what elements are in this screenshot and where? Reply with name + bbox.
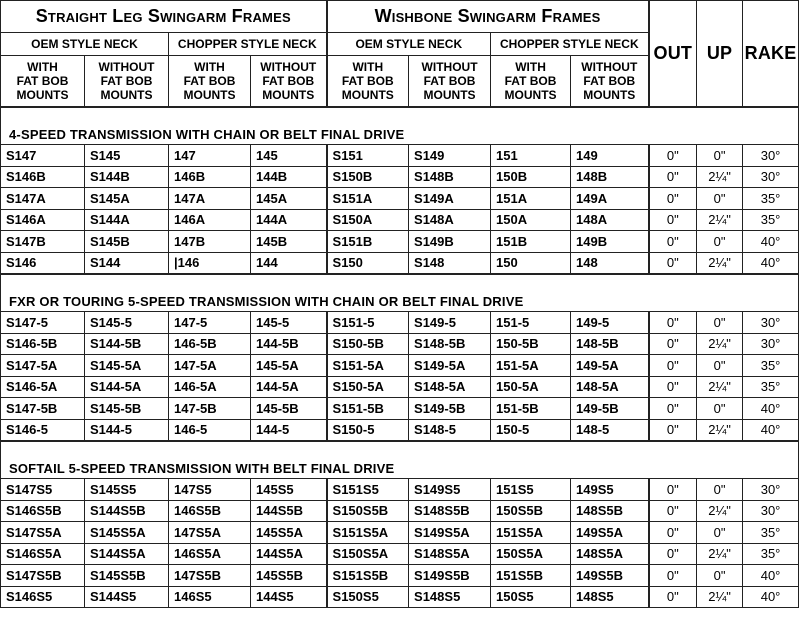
rake-cell: 35° — [743, 188, 799, 210]
part-number-cell: S146B — [1, 166, 85, 188]
rake-cell: 40° — [743, 231, 799, 253]
part-number-cell: 148 — [571, 252, 649, 274]
part-number-cell: 150-5B — [491, 333, 571, 355]
part-number-cell: S145S5B — [85, 565, 169, 587]
part-number-cell: S151S5A — [327, 522, 409, 544]
section-title-row — [1, 124, 799, 145]
part-number-cell: 151B — [491, 231, 571, 253]
part-number-cell: S145-5B — [85, 398, 169, 420]
part-number-cell: S146S5 — [1, 586, 85, 608]
part-number-cell: S148-5 — [409, 419, 491, 441]
table-row — [1, 586, 799, 608]
rake-cell: 30° — [743, 166, 799, 188]
part-number-cell: 147 — [169, 145, 251, 167]
part-number-cell: S148S5A — [409, 543, 491, 565]
part-number-cell: 144A — [251, 209, 327, 231]
part-number-cell: 149S5B — [571, 565, 649, 587]
part-number-cell: S149S5B — [409, 565, 491, 587]
without-fat-bob-mounts-header — [251, 56, 327, 108]
up-cell: 0" — [697, 355, 743, 377]
part-number-cell: S150 — [327, 252, 409, 274]
header-line: FAT BOB — [183, 74, 236, 88]
part-number-cell: 146B — [169, 166, 251, 188]
table-row — [1, 252, 799, 274]
up-cell: 0" — [697, 145, 743, 167]
out-cell: 0" — [649, 145, 697, 167]
rake-cell: 35° — [743, 522, 799, 544]
up-cell: 2¼" — [697, 252, 743, 274]
table-row — [1, 333, 799, 355]
rake-cell: 35° — [743, 543, 799, 565]
part-number-cell: S144A — [85, 209, 169, 231]
part-number-cell: S146-5B — [1, 333, 85, 355]
up-cell: 2¼" — [697, 209, 743, 231]
part-number-cell: 148-5 — [571, 419, 649, 441]
part-number-cell: 145-5 — [251, 312, 327, 334]
header-line: MOUNTS — [183, 88, 236, 102]
part-number-cell: S147S5A — [1, 522, 85, 544]
part-number-cell: 151S5 — [491, 479, 571, 501]
part-number-cell: S151 — [327, 145, 409, 167]
header-line: FAT BOB — [423, 74, 476, 88]
part-number-cell: 146S5A — [169, 543, 251, 565]
out-cell: 0" — [649, 188, 697, 210]
part-number-cell: 148S5A — [571, 543, 649, 565]
out-cell: 0" — [649, 209, 697, 231]
part-number-cell: 144-5B — [251, 333, 327, 355]
header-line: FAT BOB — [341, 74, 394, 88]
part-number-cell: S144B — [85, 166, 169, 188]
part-number-cell: 145S5A — [251, 522, 327, 544]
part-number-cell: S145B — [85, 231, 169, 253]
out-cell: 0" — [649, 479, 697, 501]
part-number-cell: 145 — [251, 145, 327, 167]
up-header: UP — [697, 1, 743, 108]
wishbone-chopper-neck-header: CHOPPER STYLE NECK — [491, 33, 649, 56]
part-number-cell: 145-5B — [251, 398, 327, 420]
part-number-cell: 144S5 — [251, 586, 327, 608]
part-number-cell: 149-5B — [571, 398, 649, 420]
table-row — [1, 166, 799, 188]
up-cell: 2¼" — [697, 543, 743, 565]
part-number-cell: S146A — [1, 209, 85, 231]
part-number-cell: 149S5 — [571, 479, 649, 501]
part-number-cell: S150S5 — [327, 586, 409, 608]
part-number-cell: S147 — [1, 145, 85, 167]
header-line: FAT BOB — [16, 74, 69, 88]
out-cell: 0" — [649, 231, 697, 253]
section-gap — [1, 274, 799, 291]
part-number-cell: S148B — [409, 166, 491, 188]
part-number-cell: S151-5 — [327, 312, 409, 334]
part-number-cell: 148S5B — [571, 500, 649, 522]
header-line: MOUNTS — [262, 88, 315, 102]
table-row — [1, 419, 799, 441]
header-line: MOUNTS — [504, 88, 557, 102]
part-number-cell: S146 — [1, 252, 85, 274]
section-title: 4-SPEED TRANSMISSION WITH CHAIN OR BELT FINAL DRIVE — [1, 124, 799, 145]
table-body — [1, 107, 799, 608]
table-row — [1, 312, 799, 334]
part-number-cell: S144S5 — [85, 586, 169, 608]
rake-cell: 30° — [743, 145, 799, 167]
part-number-cell: S145S5A — [85, 522, 169, 544]
wishbone-oem-neck-header: OEM STYLE NECK — [327, 33, 491, 56]
part-number-cell: S150S5B — [327, 500, 409, 522]
header-line: WITHOUT — [421, 60, 478, 74]
part-number-cell: 148-5A — [571, 376, 649, 398]
part-number-cell: S144-5 — [85, 419, 169, 441]
out-cell: 0" — [649, 586, 697, 608]
up-cell: 2¼" — [697, 500, 743, 522]
part-number-cell: S145-5A — [85, 355, 169, 377]
part-number-cell: S151S5B — [327, 565, 409, 587]
part-number-cell: 151S5A — [491, 522, 571, 544]
out-cell: 0" — [649, 398, 697, 420]
part-number-cell: 146A — [169, 209, 251, 231]
with-fat-bob-mounts-header — [1, 56, 85, 108]
out-cell: 0" — [649, 543, 697, 565]
part-number-cell: 150B — [491, 166, 571, 188]
part-number-cell: |146 — [169, 252, 251, 274]
table-row — [1, 355, 799, 377]
header-line: WITH — [515, 60, 546, 74]
part-number-cell: S150-5B — [327, 333, 409, 355]
rake-cell: 40° — [743, 419, 799, 441]
up-cell: 2¼" — [697, 333, 743, 355]
part-number-cell: S144 — [85, 252, 169, 274]
part-number-cell: 146S5 — [169, 586, 251, 608]
part-number-cell: S147-5B — [1, 398, 85, 420]
part-number-cell: 147-5 — [169, 312, 251, 334]
part-number-cell: S150-5 — [327, 419, 409, 441]
up-cell: 0" — [697, 522, 743, 544]
without-fat-bob-mounts-header — [571, 56, 649, 108]
part-number-cell: S149S5A — [409, 522, 491, 544]
rake-cell: 30° — [743, 312, 799, 334]
part-number-cell: S149B — [409, 231, 491, 253]
part-number-cell: 147S5A — [169, 522, 251, 544]
rake-cell: 35° — [743, 355, 799, 377]
part-number-cell: S149 — [409, 145, 491, 167]
table-row — [1, 479, 799, 501]
rake-cell: 40° — [743, 565, 799, 587]
table-row — [1, 565, 799, 587]
part-number-cell: 151-5A — [491, 355, 571, 377]
straight-leg-header: Straight Leg Swingarm Frames — [1, 1, 327, 33]
part-number-cell: S148S5 — [409, 586, 491, 608]
gap-cell — [1, 274, 799, 291]
part-number-cell: S149-5B — [409, 398, 491, 420]
wishbone-header: Wishbone Swingarm Frames — [327, 1, 649, 33]
rake-header: RAKE — [743, 1, 799, 108]
part-number-cell: 146S5B — [169, 500, 251, 522]
part-number-cell: S147S5 — [1, 479, 85, 501]
part-number-cell: 148S5 — [571, 586, 649, 608]
part-number-cell: 144-5A — [251, 376, 327, 398]
part-number-cell: S151S5 — [327, 479, 409, 501]
part-number-cell: S149A — [409, 188, 491, 210]
part-number-cell: 150-5 — [491, 419, 571, 441]
part-number-cell: 149S5A — [571, 522, 649, 544]
rake-cell: 30° — [743, 479, 799, 501]
part-number-cell: S148-5B — [409, 333, 491, 355]
part-number-cell: 147B — [169, 231, 251, 253]
part-number-cell: S145-5 — [85, 312, 169, 334]
rake-cell: 35° — [743, 376, 799, 398]
part-number-cell: 147S5 — [169, 479, 251, 501]
part-number-cell: 150S5B — [491, 500, 571, 522]
out-header: OUT — [649, 1, 697, 108]
out-cell: 0" — [649, 500, 697, 522]
part-number-cell: S147-5A — [1, 355, 85, 377]
part-number-cell: 146-5B — [169, 333, 251, 355]
part-number-cell: 150S5A — [491, 543, 571, 565]
part-number-cell: S146-5A — [1, 376, 85, 398]
out-cell: 0" — [649, 333, 697, 355]
out-cell: 0" — [649, 376, 697, 398]
part-number-cell: S145 — [85, 145, 169, 167]
header-line: WITHOUT — [98, 60, 155, 74]
part-number-cell: S151-5B — [327, 398, 409, 420]
part-number-cell: 150-5A — [491, 376, 571, 398]
out-cell: 0" — [649, 312, 697, 334]
header-line: MOUNTS — [100, 88, 153, 102]
part-number-cell: S145A — [85, 188, 169, 210]
rake-cell: 40° — [743, 252, 799, 274]
header-line: MOUNTS — [583, 88, 636, 102]
part-number-cell: 144S5A — [251, 543, 327, 565]
table-row — [1, 231, 799, 253]
part-number-cell: 145A — [251, 188, 327, 210]
up-cell: 2¼" — [697, 586, 743, 608]
up-cell: 0" — [697, 188, 743, 210]
gap-cell — [1, 107, 799, 124]
up-cell: 0" — [697, 231, 743, 253]
header-line: WITH — [352, 60, 384, 74]
with-fat-bob-mounts-header — [491, 56, 571, 108]
part-number-cell: S149S5 — [409, 479, 491, 501]
part-number-cell: S147-5 — [1, 312, 85, 334]
part-number-cell: 147A — [169, 188, 251, 210]
part-number-cell: 150 — [491, 252, 571, 274]
part-number-cell: 148A — [571, 209, 649, 231]
without-fat-bob-mounts-header — [85, 56, 169, 108]
part-number-cell: 146-5 — [169, 419, 251, 441]
part-number-cell: 148-5B — [571, 333, 649, 355]
part-number-cell: 145-5A — [251, 355, 327, 377]
part-number-cell: 149-5 — [571, 312, 649, 334]
up-cell: 0" — [697, 565, 743, 587]
part-number-cell: 151A — [491, 188, 571, 210]
rake-cell: 35° — [743, 209, 799, 231]
up-cell: 0" — [697, 398, 743, 420]
part-number-cell: S149-5 — [409, 312, 491, 334]
rake-cell: 30° — [743, 333, 799, 355]
part-number-cell: 151S5B — [491, 565, 571, 587]
rake-cell: 30° — [743, 500, 799, 522]
part-number-cell: S144S5B — [85, 500, 169, 522]
section-title-row — [1, 458, 799, 479]
with-fat-bob-mounts-header — [169, 56, 251, 108]
table-row — [1, 145, 799, 167]
header-line: WITHOUT — [581, 60, 638, 74]
straight-oem-neck-header: OEM STYLE NECK — [1, 33, 169, 56]
part-number-cell: 149B — [571, 231, 649, 253]
table-row — [1, 522, 799, 544]
part-number-cell: S150-5A — [327, 376, 409, 398]
up-cell: 2¼" — [697, 166, 743, 188]
header-line: MOUNTS — [423, 88, 476, 102]
section-gap — [1, 441, 799, 458]
without-fat-bob-mounts-header — [409, 56, 491, 108]
part-number-cell: 145B — [251, 231, 327, 253]
part-number-cell: S150B — [327, 166, 409, 188]
header-line: FAT BOB — [100, 74, 153, 88]
part-number-cell: S148S5B — [409, 500, 491, 522]
part-number-cell: 149A — [571, 188, 649, 210]
part-number-cell: S147A — [1, 188, 85, 210]
table-row — [1, 188, 799, 210]
part-number-cell: S151-5A — [327, 355, 409, 377]
part-number-cell: S144-5B — [85, 333, 169, 355]
part-number-cell: 144-5 — [251, 419, 327, 441]
out-cell: 0" — [649, 355, 697, 377]
part-number-cell: 144S5B — [251, 500, 327, 522]
part-number-cell: 146-5A — [169, 376, 251, 398]
straight-chopper-neck-header: CHOPPER STYLE NECK — [169, 33, 327, 56]
out-cell: 0" — [649, 252, 697, 274]
part-number-cell: S144S5A — [85, 543, 169, 565]
part-number-cell: S151B — [327, 231, 409, 253]
part-number-cell: S144-5A — [85, 376, 169, 398]
rake-cell: 40° — [743, 586, 799, 608]
part-number-cell: 150S5 — [491, 586, 571, 608]
header-line: WITH — [27, 60, 58, 74]
section-title-row — [1, 291, 799, 312]
part-number-cell: S147S5B — [1, 565, 85, 587]
part-number-cell: 145S5B — [251, 565, 327, 587]
up-cell: 2¼" — [697, 376, 743, 398]
header-line: MOUNTS — [341, 88, 394, 102]
part-number-cell: S150S5A — [327, 543, 409, 565]
table-row — [1, 376, 799, 398]
part-number-cell: 151-5 — [491, 312, 571, 334]
part-number-cell: S148A — [409, 209, 491, 231]
part-number-cell: S150A — [327, 209, 409, 231]
part-number-cell: S148-5A — [409, 376, 491, 398]
table-row — [1, 500, 799, 522]
header-line: FAT BOB — [583, 74, 636, 88]
rake-cell: 40° — [743, 398, 799, 420]
section-title: SOFTAIL 5-SPEED TRANSMISSION WITH BELT FINAL DRIVE — [1, 458, 799, 479]
out-cell: 0" — [649, 166, 697, 188]
part-number-cell: 149 — [571, 145, 649, 167]
part-number-cell: 144B — [251, 166, 327, 188]
section-title: FXR OR TOURING 5-SPEED TRANSMISSION WITH CHAIN OR BELT FINAL DRIVE — [1, 291, 799, 312]
part-number-cell: 147S5B — [169, 565, 251, 587]
table-row — [1, 398, 799, 420]
part-number-cell: 145S5 — [251, 479, 327, 501]
part-number-cell: 144 — [251, 252, 327, 274]
table-row — [1, 209, 799, 231]
part-number-cell: 151 — [491, 145, 571, 167]
part-number-cell: 149-5A — [571, 355, 649, 377]
table-row — [1, 543, 799, 565]
up-cell: 0" — [697, 479, 743, 501]
part-number-cell: S145S5 — [85, 479, 169, 501]
part-number-cell: S148 — [409, 252, 491, 274]
with-fat-bob-mounts-header — [327, 56, 409, 108]
part-number-cell: 150A — [491, 209, 571, 231]
out-cell: 0" — [649, 419, 697, 441]
header-line: WITH — [194, 60, 225, 74]
part-number-cell: S149-5A — [409, 355, 491, 377]
part-number-cell: S151A — [327, 188, 409, 210]
part-number-cell: S146S5B — [1, 500, 85, 522]
header-line: FAT BOB — [262, 74, 315, 88]
part-number-cell: 148B — [571, 166, 649, 188]
header-line: FAT BOB — [504, 74, 557, 88]
up-cell: 2¼" — [697, 419, 743, 441]
section-gap — [1, 107, 799, 124]
part-number-cell: 147-5B — [169, 398, 251, 420]
up-cell: 0" — [697, 312, 743, 334]
header-line: WITHOUT — [260, 60, 317, 74]
part-number-cell: 147-5A — [169, 355, 251, 377]
header-line: MOUNTS — [16, 88, 69, 102]
gap-cell — [1, 441, 799, 458]
part-number-cell: S146S5A — [1, 543, 85, 565]
out-cell: 0" — [649, 565, 697, 587]
part-number-cell: S147B — [1, 231, 85, 253]
part-number-cell: 151-5B — [491, 398, 571, 420]
part-number-cell: S146-5 — [1, 419, 85, 441]
out-cell: 0" — [649, 522, 697, 544]
